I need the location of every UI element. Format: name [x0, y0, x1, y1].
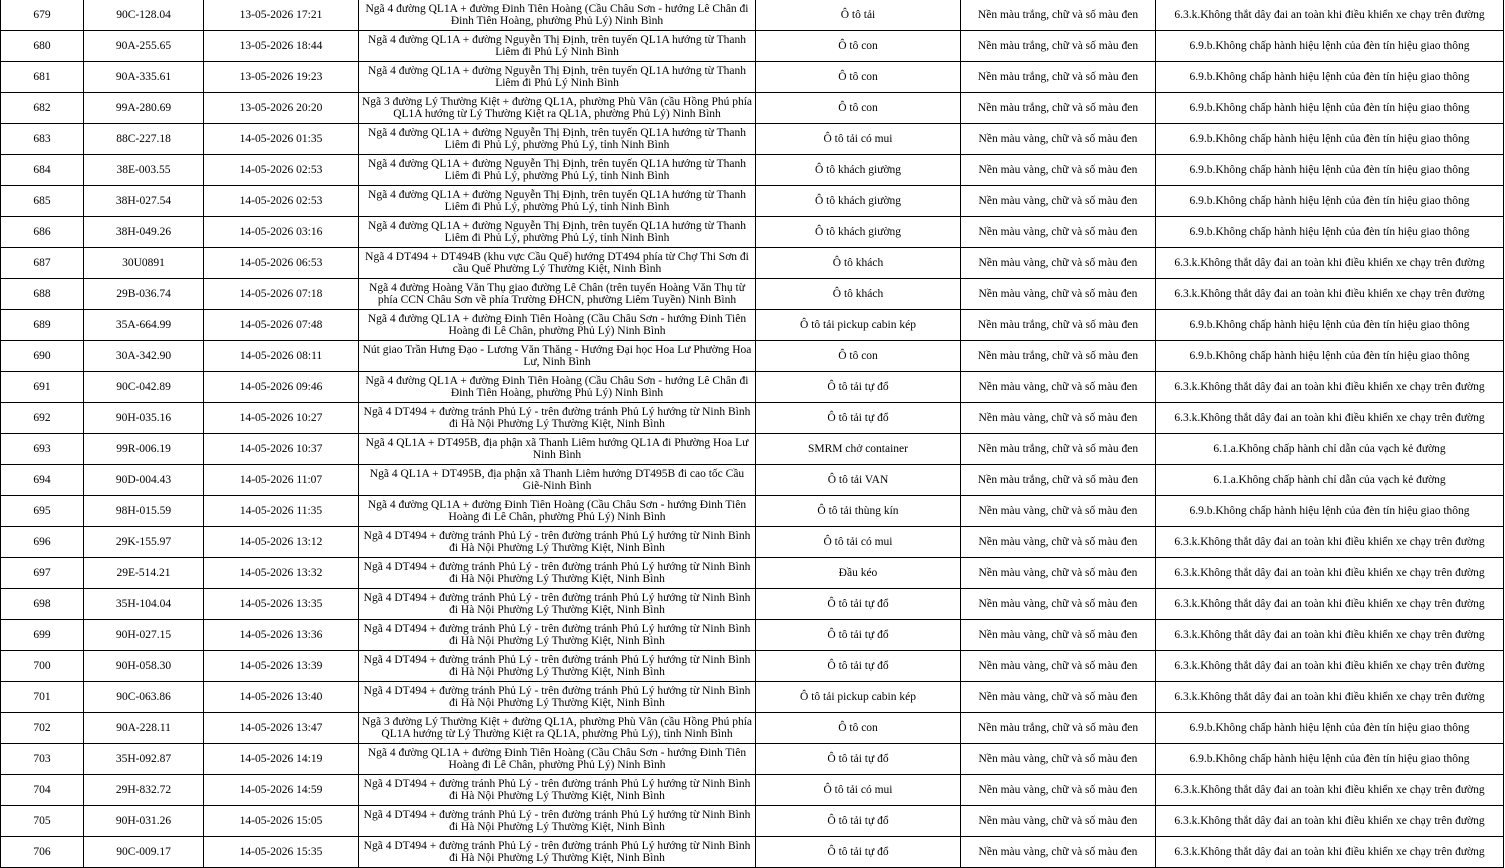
row-number-cell: 689: [1, 310, 84, 341]
plate-color-cell: Nền màu vàng, chữ và số màu đen: [961, 775, 1156, 806]
license-plate-cell: 90C-063.86: [84, 682, 204, 713]
location-cell: Ngã 4 DT494 + DT494B (khu vực Cầu Quế) hướng DT494 phía từ Chợ Thi Sơn đi cầu Quế Phường Lý Thường Kiệt, Ninh Bình: [359, 248, 756, 279]
row-number-cell: 680: [1, 31, 84, 62]
violation-description-cell: 6.3.k.Không thắt dây đai an toàn khi điều khiển xe chạy trên đường: [1156, 651, 1504, 682]
row-number-cell: 701: [1, 682, 84, 713]
violation-description-cell: 6.3.k.Không thắt dây đai an toàn khi điều khiển xe chạy trên đường: [1156, 837, 1504, 868]
plate-color-cell: Nền màu trắng, chữ và số màu đen: [961, 713, 1156, 744]
location-cell: Ngã 4 DT494 + đường tránh Phủ Lý - trên đường tránh Phủ Lý hướng từ Ninh Bình đi Hà Nội Phường Lý Thường Kiệt, Ninh Bình: [359, 651, 756, 682]
violation-description-cell: 6.9.b.Không chấp hành hiệu lệnh của đèn tín hiệu giao thông: [1156, 31, 1504, 62]
location-cell: Ngã 3 đường Lý Thường Kiệt + đường QL1A, phường Phù Vân (cầu Hồng Phú phía QL1A hướng từ Lý Thường Kiệt ra QL1A, phường Phủ Lý), tỉnh Ninh Bình: [359, 713, 756, 744]
license-plate-cell: 90H-031.26: [84, 806, 204, 837]
violation-description-cell: 6.1.a.Không chấp hành chỉ dẫn của vạch kẻ đường: [1156, 434, 1504, 465]
plate-color-cell: Nền màu trắng, chữ và số màu đen: [961, 341, 1156, 372]
license-plate-cell: 90C-042.89: [84, 372, 204, 403]
plate-color-cell: Nền màu vàng, chữ và số màu đen: [961, 248, 1156, 279]
location-cell: Ngã 4 đường QL1A + đường Đinh Tiên Hoàng (Cầu Châu Sơn - hướng Đinh Tiên Hoàng đi Lê Chân, phường Phủ Lý) Ninh Bình: [359, 744, 756, 775]
table-row: [1, 248, 1504, 279]
vehicle-type-cell: Ô tô con: [756, 341, 961, 372]
violation-description-cell: 6.3.k.Không thắt dây đai an toàn khi điều khiển xe chạy trên đường: [1156, 372, 1504, 403]
plate-color-cell: Nền màu trắng, chữ và số màu đen: [961, 0, 1156, 31]
plate-color-cell: Nền màu vàng, chữ và số màu đen: [961, 558, 1156, 589]
table-row: [1, 496, 1504, 527]
violation-time-cell: 14-05-2026 15:05: [204, 806, 359, 837]
plate-color-cell: Nền màu trắng, chữ và số màu đen: [961, 465, 1156, 496]
violation-description-cell: 6.3.k.Không thắt dây đai an toàn khi điều khiển xe chạy trên đường: [1156, 558, 1504, 589]
vehicle-type-cell: Ô tô khách giường: [756, 217, 961, 248]
violation-time-cell: 14-05-2026 11:07: [204, 465, 359, 496]
violation-description-cell: 6.9.b.Không chấp hành hiệu lệnh của đèn tín hiệu giao thông: [1156, 496, 1504, 527]
vehicle-type-cell: Ô tô con: [756, 62, 961, 93]
table-row: [1, 341, 1504, 372]
location-cell: Ngã 4 DT494 + đường tránh Phủ Lý - trên đường tránh Phủ Lý hướng từ Ninh Bình đi Hà Nội Phường Lý Thường Kiệt, Ninh Bình: [359, 620, 756, 651]
vehicle-type-cell: Ô tô tải tự đổ: [756, 806, 961, 837]
location-cell: Ngã 4 DT494 + đường tránh Phủ Lý - trên đường tránh Phủ Lý hướng từ Ninh Bình đi Hà Nội Phường Lý Thường Kiệt, Ninh Bình: [359, 589, 756, 620]
location-cell: Ngã 4 DT494 + đường tránh Phủ Lý - trên đường tránh Phủ Lý hướng từ Ninh Bình đi Hà Nội Phường Lý Thường Kiệt, Ninh Bình: [359, 527, 756, 558]
location-cell: Ngã 4 đường QL1A + đường Nguyễn Thị Định, trên tuyến QL1A hướng từ Thanh Liêm đi Phủ Lý, phường Phủ Lý, tỉnh Ninh Bình: [359, 155, 756, 186]
row-number-cell: 697: [1, 558, 84, 589]
vehicle-type-cell: Ô tô tải tự đổ: [756, 589, 961, 620]
license-plate-cell: 90H-035.16: [84, 403, 204, 434]
location-cell: Ngã 4 DT494 + đường tránh Phủ Lý - trên đường tránh Phủ Lý hướng từ Ninh Bình đi Hà Nội Phường Lý Thường Kiệt, Ninh Bình: [359, 558, 756, 589]
table-row: [1, 372, 1504, 403]
vehicle-type-cell: Ô tô khách: [756, 279, 961, 310]
table-row: [1, 620, 1504, 651]
vehicle-type-cell: Ô tô con: [756, 31, 961, 62]
row-number-cell: 685: [1, 186, 84, 217]
row-number-cell: 692: [1, 403, 84, 434]
violation-time-cell: 14-05-2026 13:40: [204, 682, 359, 713]
violation-time-cell: 13-05-2026 20:20: [204, 93, 359, 124]
violation-time-cell: 14-05-2026 08:11: [204, 341, 359, 372]
table-row: [1, 527, 1504, 558]
plate-color-cell: Nền màu vàng, chữ và số màu đen: [961, 527, 1156, 558]
violation-description-cell: 6.3.k.Không thắt dây đai an toàn khi điều khiển xe chạy trên đường: [1156, 403, 1504, 434]
row-number-cell: 688: [1, 279, 84, 310]
violation-description-cell: 6.9.b.Không chấp hành hiệu lệnh của đèn tín hiệu giao thông: [1156, 310, 1504, 341]
violation-time-cell: 14-05-2026 14:59: [204, 775, 359, 806]
license-plate-cell: 38H-027.54: [84, 186, 204, 217]
violation-time-cell: 14-05-2026 13:39: [204, 651, 359, 682]
row-number-cell: 693: [1, 434, 84, 465]
location-cell: Ngã 4 đường QL1A + đường Đinh Tiên Hoàng (Cầu Châu Sơn - hướng Lê Chân đi Đinh Tiên Hoàng, phường Phủ Lý) Ninh Bình: [359, 372, 756, 403]
plate-color-cell: Nền màu vàng, chữ và số màu đen: [961, 279, 1156, 310]
license-plate-cell: 90H-027.15: [84, 620, 204, 651]
table-row: [1, 124, 1504, 155]
table-row: [1, 186, 1504, 217]
vehicle-type-cell: Ô tô tải tự đổ: [756, 651, 961, 682]
location-cell: Ngã 4 đường QL1A + đường Nguyễn Thị Định, trên tuyến QL1A hướng từ Thanh Liêm đi Phủ Lý, phường Phủ Lý, tỉnh Ninh Bình: [359, 217, 756, 248]
license-plate-cell: 90C-128.04: [84, 0, 204, 31]
violation-description-cell: 6.9.b.Không chấp hành hiệu lệnh của đèn tín hiệu giao thông: [1156, 186, 1504, 217]
plate-color-cell: Nền màu trắng, chữ và số màu đen: [961, 93, 1156, 124]
location-cell: Ngã 4 QL1A + DT495B, địa phận xã Thanh Liêm hướng QL1A đi Phường Hoa Lư Ninh Bình: [359, 434, 756, 465]
location-cell: Ngã 4 QL1A + DT495B, địa phận xã Thanh Liêm hướng DT495B đi cao tốc Cầu Giẽ-Ninh Bình: [359, 465, 756, 496]
plate-color-cell: Nền màu trắng, chữ và số màu đen: [961, 31, 1156, 62]
license-plate-cell: 98H-015.59: [84, 496, 204, 527]
license-plate-cell: 30A-342.90: [84, 341, 204, 372]
violation-time-cell: 14-05-2026 15:35: [204, 837, 359, 868]
license-plate-cell: 35A-664.99: [84, 310, 204, 341]
violation-time-cell: 14-05-2026 13:36: [204, 620, 359, 651]
plate-color-cell: Nền màu vàng, chữ và số màu đen: [961, 837, 1156, 868]
violation-description-cell: 6.3.k.Không thắt dây đai an toàn khi điều khiển xe chạy trên đường: [1156, 248, 1504, 279]
vehicle-type-cell: Đầu kéo: [756, 558, 961, 589]
violation-description-cell: 6.9.b.Không chấp hành hiệu lệnh của đèn tín hiệu giao thông: [1156, 124, 1504, 155]
plate-color-cell: Nền màu trắng, chữ và số màu đen: [961, 310, 1156, 341]
row-number-cell: 683: [1, 124, 84, 155]
license-plate-cell: 88C-227.18: [84, 124, 204, 155]
table-row: [1, 155, 1504, 186]
license-plate-cell: 90A-255.65: [84, 31, 204, 62]
vehicle-type-cell: Ô tô tải tự đổ: [756, 403, 961, 434]
violation-description-cell: 6.9.b.Không chấp hành hiệu lệnh của đèn tín hiệu giao thông: [1156, 713, 1504, 744]
violation-time-cell: 14-05-2026 13:35: [204, 589, 359, 620]
plate-color-cell: Nền màu trắng, chữ và số màu đen: [961, 434, 1156, 465]
location-cell: Ngã 4 DT494 + đường tránh Phủ Lý - trên đường tránh Phủ Lý hướng từ Ninh Bình đi Hà Nội Phường Lý Thường Kiệt, Ninh Bình: [359, 837, 756, 868]
row-number-cell: 687: [1, 248, 84, 279]
location-cell: Ngã 4 đường QL1A + đường Nguyễn Thị Định, trên tuyến QL1A hướng từ Thanh Liêm đi Phủ Lý Ninh Bình: [359, 62, 756, 93]
row-number-cell: 699: [1, 620, 84, 651]
license-plate-cell: 29E-514.21: [84, 558, 204, 589]
table-row: [1, 310, 1504, 341]
table-row: [1, 651, 1504, 682]
table-row: [1, 403, 1504, 434]
license-plate-cell: 99A-280.69: [84, 93, 204, 124]
license-plate-cell: 35H-104.04: [84, 589, 204, 620]
vehicle-type-cell: Ô tô tải có mui: [756, 527, 961, 558]
vehicle-type-cell: Ô tô tải tự đổ: [756, 620, 961, 651]
violation-time-cell: 14-05-2026 09:46: [204, 372, 359, 403]
vehicle-type-cell: Ô tô con: [756, 713, 961, 744]
vehicle-type-cell: Ô tô khách giường: [756, 155, 961, 186]
table-row: [1, 217, 1504, 248]
license-plate-cell: 38E-003.55: [84, 155, 204, 186]
violation-time-cell: 13-05-2026 18:44: [204, 31, 359, 62]
table-row: [1, 589, 1504, 620]
table-row: [1, 558, 1504, 589]
license-plate-cell: 29K-155.97: [84, 527, 204, 558]
vehicle-type-cell: Ô tô tải VAN: [756, 465, 961, 496]
plate-color-cell: Nền màu vàng, chữ và số màu đen: [961, 589, 1156, 620]
violation-time-cell: 14-05-2026 01:35: [204, 124, 359, 155]
vehicle-type-cell: Ô tô tải tự đổ: [756, 744, 961, 775]
row-number-cell: 696: [1, 527, 84, 558]
row-number-cell: 698: [1, 589, 84, 620]
location-cell: Ngã 3 đường Lý Thường Kiệt + đường QL1A, phường Phù Vân (cầu Hồng Phú phía QL1A hướng từ Lý Thường Kiệt ra QL1A, phường Phủ Lý) Ninh Bình: [359, 93, 756, 124]
vehicle-type-cell: Ô tô tải tự đổ: [756, 837, 961, 868]
vehicle-type-cell: Ô tô khách: [756, 248, 961, 279]
license-plate-cell: 90D-004.43: [84, 465, 204, 496]
plate-color-cell: Nền màu vàng, chữ và số màu đen: [961, 682, 1156, 713]
location-cell: Ngã 4 DT494 + đường tránh Phủ Lý - trên đường tránh Phủ Lý hướng từ Ninh Bình đi Hà Nội Phường Lý Thường Kiệt, Ninh Bình: [359, 682, 756, 713]
plate-color-cell: Nền màu vàng, chữ và số màu đen: [961, 744, 1156, 775]
vehicle-type-cell: Ô tô tải pickup cabin kép: [756, 682, 961, 713]
violation-time-cell: 14-05-2026 06:53: [204, 248, 359, 279]
license-plate-cell: 99R-006.19: [84, 434, 204, 465]
table-row: [1, 93, 1504, 124]
violation-time-cell: 13-05-2026 19:23: [204, 62, 359, 93]
vehicle-type-cell: Ô tô tải có mui: [756, 775, 961, 806]
location-cell: Ngã 4 đường QL1A + đường Đinh Tiên Hoàng (Cầu Châu Sơn - hướng Đinh Tiên Hoàng đi Lê Chân, phường Phủ Lý) Ninh Bình: [359, 310, 756, 341]
license-plate-cell: 30U0891: [84, 248, 204, 279]
violation-time-cell: 14-05-2026 14:19: [204, 744, 359, 775]
table-row: [1, 682, 1504, 713]
row-number-cell: 703: [1, 744, 84, 775]
license-plate-cell: 90A-335.61: [84, 62, 204, 93]
violation-description-cell: 6.3.k.Không thắt dây đai an toàn khi điều khiển xe chạy trên đường: [1156, 775, 1504, 806]
row-number-cell: 682: [1, 93, 84, 124]
violation-time-cell: 14-05-2026 13:47: [204, 713, 359, 744]
row-number-cell: 691: [1, 372, 84, 403]
license-plate-cell: 35H-092.87: [84, 744, 204, 775]
violation-time-cell: 14-05-2026 02:53: [204, 155, 359, 186]
table-row: [1, 775, 1504, 806]
row-number-cell: 704: [1, 775, 84, 806]
violation-description-cell: 6.9.b.Không chấp hành hiệu lệnh của đèn tín hiệu giao thông: [1156, 155, 1504, 186]
table-row: [1, 279, 1504, 310]
table-row: [1, 713, 1504, 744]
vehicle-type-cell: Ô tô tải pickup cabin kép: [756, 310, 961, 341]
violation-description-cell: 6.9.b.Không chấp hành hiệu lệnh của đèn tín hiệu giao thông: [1156, 744, 1504, 775]
violation-description-cell: 6.3.k.Không thắt dây đai an toàn khi điều khiển xe chạy trên đường: [1156, 527, 1504, 558]
violation-time-cell: 14-05-2026 02:53: [204, 186, 359, 217]
violation-time-cell: 14-05-2026 13:32: [204, 558, 359, 589]
violation-description-cell: 6.3.k.Không thắt dây đai an toàn khi điều khiển xe chạy trên đường: [1156, 0, 1504, 31]
license-plate-cell: 90C-009.17: [84, 837, 204, 868]
license-plate-cell: 90A-228.11: [84, 713, 204, 744]
vehicle-type-cell: Ô tô tải thùng kín: [756, 496, 961, 527]
location-cell: Ngã 4 đường Hoàng Văn Thụ giao đường Lê Chân (trên tuyến Hoàng Văn Thụ từ phía CCN Châu Sơn về phía Trường ĐHCN, phường Liêm Tuyền) Ninh Bình: [359, 279, 756, 310]
plate-color-cell: Nền màu vàng, chữ và số màu đen: [961, 372, 1156, 403]
location-cell: Ngã 4 đường QL1A + đường Đinh Tiên Hoàng (Cầu Châu Sơn - hướng Đinh Tiên Hoàng đi Lê Chân, phường Phủ Lý) Ninh Bình: [359, 496, 756, 527]
location-cell: Ngã 4 đường QL1A + đường Nguyễn Thị Định, trên tuyến QL1A hướng từ Thanh Liêm đi Phủ Lý, phường Phủ Lý, tỉnh Ninh Bình: [359, 186, 756, 217]
violations-table-body: [1, 0, 1504, 868]
violation-description-cell: 6.3.k.Không thắt dây đai an toàn khi điều khiển xe chạy trên đường: [1156, 806, 1504, 837]
violation-time-cell: 14-05-2026 07:48: [204, 310, 359, 341]
plate-color-cell: Nền màu vàng, chữ và số màu đen: [961, 806, 1156, 837]
violation-description-cell: 6.9.b.Không chấp hành hiệu lệnh của đèn tín hiệu giao thông: [1156, 62, 1504, 93]
table-row: [1, 744, 1504, 775]
license-plate-cell: 29H-832.72: [84, 775, 204, 806]
table-row: [1, 837, 1504, 868]
violation-time-cell: 14-05-2026 03:16: [204, 217, 359, 248]
violation-description-cell: 6.3.k.Không thắt dây đai an toàn khi điều khiển xe chạy trên đường: [1156, 682, 1504, 713]
plate-color-cell: Nền màu vàng, chữ và số màu đen: [961, 124, 1156, 155]
license-plate-cell: 38H-049.26: [84, 217, 204, 248]
row-number-cell: 679: [1, 0, 84, 31]
vehicle-type-cell: Ô tô khách giường: [756, 186, 961, 217]
row-number-cell: 706: [1, 837, 84, 868]
vehicle-type-cell: Ô tô tải: [756, 0, 961, 31]
violation-time-cell: 14-05-2026 11:35: [204, 496, 359, 527]
row-number-cell: 684: [1, 155, 84, 186]
vehicle-type-cell: Ô tô tải có mui: [756, 124, 961, 155]
location-cell: Ngã 4 đường QL1A + đường Đinh Tiên Hoàng (Cầu Châu Sơn - hướng Lê Chân đi Đinh Tiên Hoàng, phường Phủ Lý) Ninh Bình: [359, 0, 756, 31]
location-cell: Ngã 4 đường QL1A + đường Nguyễn Thị Định, trên tuyến QL1A hướng từ Thanh Liêm đi Phủ Lý, phường Phủ Lý, tỉnh Ninh Bình: [359, 124, 756, 155]
vehicle-type-cell: SMRM chở container: [756, 434, 961, 465]
plate-color-cell: Nền màu vàng, chữ và số màu đen: [961, 217, 1156, 248]
plate-color-cell: Nền màu trắng, chữ và số màu đen: [961, 62, 1156, 93]
violation-time-cell: 14-05-2026 07:18: [204, 279, 359, 310]
plate-color-cell: Nền màu vàng, chữ và số màu đen: [961, 496, 1156, 527]
row-number-cell: 681: [1, 62, 84, 93]
row-number-cell: 702: [1, 713, 84, 744]
violation-time-cell: 13-05-2026 17:21: [204, 0, 359, 31]
violation-description-cell: 6.9.b.Không chấp hành hiệu lệnh của đèn tín hiệu giao thông: [1156, 93, 1504, 124]
row-number-cell: 695: [1, 496, 84, 527]
row-number-cell: 694: [1, 465, 84, 496]
row-number-cell: 690: [1, 341, 84, 372]
location-cell: Ngã 4 DT494 + đường tránh Phủ Lý - trên đường tránh Phủ Lý hướng từ Ninh Bình đi Hà Nội Phường Lý Thường Kiệt, Ninh Bình: [359, 403, 756, 434]
row-number-cell: 686: [1, 217, 84, 248]
license-plate-cell: 29B-036.74: [84, 279, 204, 310]
violation-time-cell: 14-05-2026 13:12: [204, 527, 359, 558]
table-row: [1, 31, 1504, 62]
row-number-cell: 700: [1, 651, 84, 682]
table-row: [1, 465, 1504, 496]
table-row: [1, 0, 1504, 31]
plate-color-cell: Nền màu vàng, chữ và số màu đen: [961, 403, 1156, 434]
table-row: [1, 62, 1504, 93]
violation-description-cell: 6.9.b.Không chấp hành hiệu lệnh của đèn tín hiệu giao thông: [1156, 341, 1504, 372]
violation-description-cell: 6.3.k.Không thắt dây đai an toàn khi điều khiển xe chạy trên đường: [1156, 279, 1504, 310]
violation-description-cell: 6.3.k.Không thắt dây đai an toàn khi điều khiển xe chạy trên đường: [1156, 589, 1504, 620]
location-cell: Ngã 4 đường QL1A + đường Nguyễn Thị Định, trên tuyến QL1A hướng từ Thanh Liêm đi Phủ Lý Ninh Bình: [359, 31, 756, 62]
violation-description-cell: 6.3.k.Không thắt dây đai an toàn khi điều khiển xe chạy trên đường: [1156, 620, 1504, 651]
location-cell: Ngã 4 DT494 + đường tránh Phủ Lý - trên đường tránh Phủ Lý hướng từ Ninh Bình đi Hà Nội Phường Lý Thường Kiệt, Ninh Bình: [359, 775, 756, 806]
location-cell: Nút giao Trần Hưng Đạo - Lương Văn Thăng - Hướng Đại học Hoa Lư Phường Hoa Lư, Ninh Bình: [359, 341, 756, 372]
table-row: [1, 806, 1504, 837]
plate-color-cell: Nền màu vàng, chữ và số màu đen: [961, 155, 1156, 186]
plate-color-cell: Nền màu vàng, chữ và số màu đen: [961, 651, 1156, 682]
table-row: [1, 434, 1504, 465]
violation-time-cell: 14-05-2026 10:37: [204, 434, 359, 465]
vehicle-type-cell: Ô tô tải tự đổ: [756, 372, 961, 403]
plate-color-cell: Nền màu vàng, chữ và số màu đen: [961, 186, 1156, 217]
location-cell: Ngã 4 DT494 + đường tránh Phủ Lý - trên đường tránh Phủ Lý hướng từ Ninh Bình đi Hà Nội Phường Lý Thường Kiệt, Ninh Bình: [359, 806, 756, 837]
violation-description-cell: 6.1.a.Không chấp hành chỉ dẫn của vạch kẻ đường: [1156, 465, 1504, 496]
row-number-cell: 705: [1, 806, 84, 837]
plate-color-cell: Nền màu vàng, chữ và số màu đen: [961, 620, 1156, 651]
license-plate-cell: 90H-058.30: [84, 651, 204, 682]
violation-time-cell: 14-05-2026 10:27: [204, 403, 359, 434]
vehicle-type-cell: Ô tô con: [756, 93, 961, 124]
violation-description-cell: 6.9.b.Không chấp hành hiệu lệnh của đèn tín hiệu giao thông: [1156, 217, 1504, 248]
